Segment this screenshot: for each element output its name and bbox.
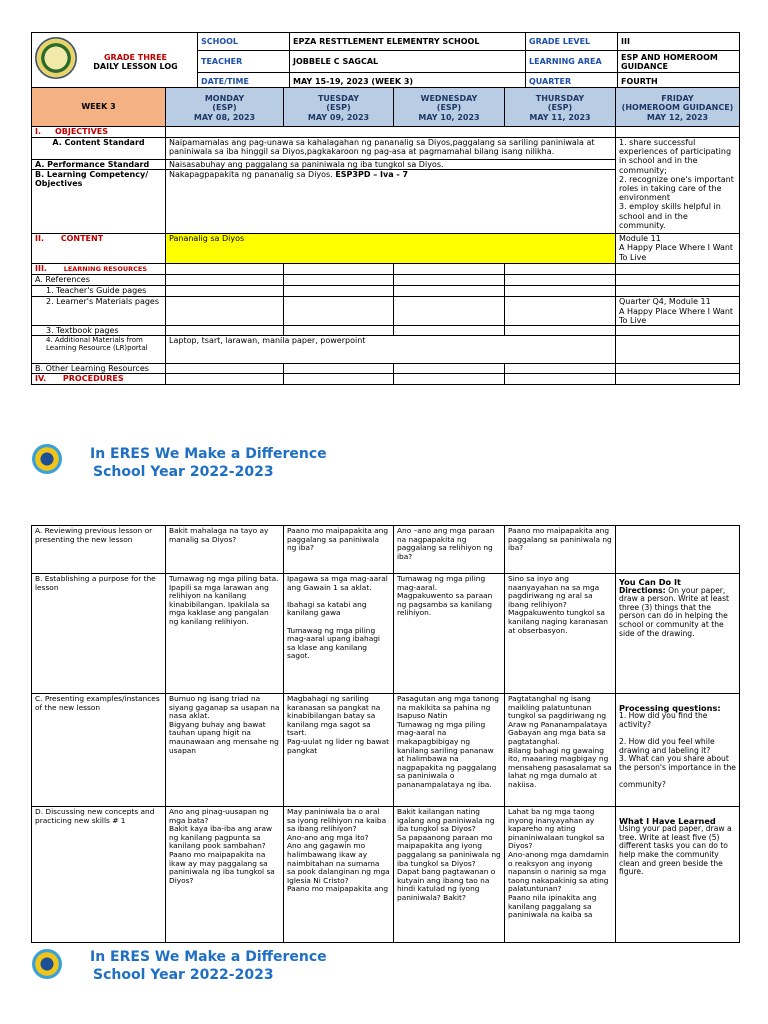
school-logo-icon — [32, 444, 62, 474]
proc-b-tue: Ipagawa sa mga mag-aaral ang Gawain 1 sa aklat. Ibahagi sa katabi ang kanilang gawa Tumawag ng mga piling mag-aaral upang ibahagi sa klase ang kanilang sagot. — [284, 574, 394, 694]
date-value: MAY 15-19, 2023 (WEEK 3) — [290, 73, 526, 91]
day-wednesday: WEDNESDAY (ESP) MAY 10, 2023 — [394, 88, 505, 127]
banner-school-year: School Year 2022-2023 — [93, 967, 274, 983]
grade-cell — [32, 33, 198, 91]
day-thursday: THURSDAY (ESP) MAY 11, 2023 — [505, 88, 616, 127]
proc-a-thu: Paano mo maipapakita ang paggalang sa paniniwala ng iba? — [505, 526, 616, 574]
objectives-heading: I. OBJECTIVES — [32, 127, 166, 138]
header-table — [31, 32, 740, 91]
log-title: DAILY LESSON LOG — [93, 61, 178, 71]
tg-label: 1. Teacher's Guide pages — [32, 286, 166, 297]
content-standard-value: Naipamamalas ang pag-unawa sa kahalagahan ng pananalig sa Diyos,paggalang sa sariling paniniwala at paniniwala sa iba hinggil sa Diyos,pagkakaroon ng pag-asa at pagmamahal bilang isang nilikha. — [166, 138, 616, 160]
lesson-table — [31, 87, 740, 385]
proc-d-fri-heading: What I Have Learned — [619, 815, 716, 826]
proc-c-thu: Pagtatanghal ng isang maikling palatuntunan tungkol sa pagdiriwang ng Araw ng Pananampalataya Gabayan ang mga bata sa pagtatanghal. Bilang bahagi ng gawaing ito, maaaring magbigay ng mensaheng pasasalamat sa lahat ng mga dumalo at nakiisa. — [505, 694, 616, 807]
proc-b-fri-heading: You Can Do It — [619, 577, 681, 587]
textbook-label: 3. Textbook pages — [32, 326, 166, 336]
grade-title: GRADE THREE — [103, 52, 168, 62]
school-label: SCHOOL — [198, 33, 290, 51]
banner-school-year: School Year 2022-2023 — [93, 464, 274, 480]
proc-b-mon: Tumawag ng mga piling bata. Ipapili sa mga larawan ang relihiyon na kanilang kinabibilangan. Ipakilala sa mga kaklase ang pangalan ng kanilang relihiyon. — [166, 574, 284, 694]
competency-label: B. Learning Competency/ Objectives — [32, 170, 166, 234]
learning-area-value: ESP AND HOMEROOM GUIDANCE — [618, 51, 740, 73]
performance-standard-label: A. Performance Standard — [32, 160, 166, 170]
school-logo-icon — [32, 949, 62, 979]
proc-b-label: B. Establishing a purpose for the lesson — [32, 574, 166, 694]
banner-bottom — [90, 948, 327, 984]
proc-a-tue: Paano mo maipapakita ang paggalang sa paniniwala ng iba? — [284, 526, 394, 574]
proc-a-label: A. Reviewing previous lesson or presenting the new lesson — [32, 526, 166, 574]
banner-motto: In ERES We Make a Difference — [90, 949, 327, 965]
proc-a-fri — [616, 526, 740, 574]
proc-d-mon: Ano ang pinag-uusapan ng mga bata? Bakit kaya iba-iba ang araw ng kanilang pagpunta sa kanilang pook sambahan? Paano mo maipapakita na ikaw ay may paggalang sa paniniwala ng iba tungkol sa Diyos? — [166, 807, 284, 943]
quarter-value: FOURTH — [618, 73, 740, 91]
content-standard-label: A. Content Standard — [32, 138, 166, 160]
proc-a-wed: Ano –ano ang mga paraan na nagpapakita ng paggalang sa relihiyon ng iba? — [394, 526, 505, 574]
additional-value: Laptop, tsart, larawan, manila paper, powerpoint — [166, 336, 616, 364]
content-heading: II. CONTENT — [32, 234, 166, 264]
banner-top — [90, 445, 327, 481]
week-label: WEEK 3 — [32, 88, 166, 127]
references-label: A. References — [32, 275, 166, 286]
resources-heading: III. LEARNING RESOURCES — [32, 264, 166, 275]
learning-area-label: LEARNING AREA — [526, 51, 618, 73]
proc-d-label: D. Discussing new concepts and practicing new skills # 1 — [32, 807, 166, 943]
day-friday: FRIDAY (HOMEROOM GUIDANCE) MAY 12, 2023 — [616, 88, 740, 127]
proc-b-fri — [616, 574, 740, 694]
proc-d-tue: May paniniwala ba o aral sa iyong relihiyon na kaiba sa ibang relihiyon? Ano-ano ang mga ito? Ano ang gagawin mo halimbawang ikaw ay naimbitahan na sumama sa pook dalanginan ng mga Iglesia Ni Cristo? Paano mo maipapakita ang — [284, 807, 394, 943]
performance-standard-value: Naisasabuhay ang paggalang sa paniniwala ng iba tungkol sa Diyos. — [166, 160, 616, 170]
proc-c-fri — [616, 694, 740, 807]
grade-level-value: III — [618, 33, 740, 51]
proc-c-fri-heading: Processing questions: — [619, 702, 721, 713]
content-friday: Module 11 A Happy Place Where I Want To Live — [616, 234, 740, 264]
school-value: EPZA RESTTLEMENT ELEMENTRY SCHOOL — [290, 33, 526, 51]
grade-level-label: GRADE LEVEL — [526, 33, 618, 51]
additional-label: 4. Additional Materials from Learning Resource (LR)portal — [32, 336, 166, 364]
friday-objectives: 1. share successful experiences of participating in school and in the community; 2. recognize one's important roles in taking care of the environment 3. employ skills helpful in school and in the community. — [616, 138, 740, 234]
day-monday: MONDAY (ESP) MAY 08, 2023 — [166, 88, 284, 127]
proc-c-wed: Pasagutan ang mga tanong na makikita sa pahina ng Isapuso Natin Tumawag ng mga piling mag-aaral na makapagbibigay ng kanilang sariling pananaw at halimbawa na nagpapakita ng paggalang sa paniniwala o pananampalataya ng iba. — [394, 694, 505, 807]
day-tuesday: TUESDAY (ESP) MAY 09, 2023 — [284, 88, 394, 127]
proc-b-wed: Tumawag ng mga piling mag-aaral. Magpakuwento sa paraan ng pagsamba sa kanilang relihiyon. — [394, 574, 505, 694]
proc-b-thu: Sino sa inyo ang naanyayahan na sa mga pagdiriwang ng aral sa ibang relihiyon? Magpakuwento tungkol sa kanilang naging karanasan at obserbasyon. — [505, 574, 616, 694]
lm-label: 2. Learner's Materials pages — [32, 297, 166, 326]
proc-d-thu: Lahat ba ng mga taong inyong inanyayahan ay kapareho ng ating pinaniniwalaan tungkol sa Diyos? Ano-anong mga damdamin o reaksyon ang inyong napansin o narinig sa mga taong nakapakinig sa ating palatuntunan? Paano nila ipinakita ang kanilang paggalang sa paniniwala na kaiba sa — [505, 807, 616, 943]
procedures-heading: IV. PROCEDURES — [32, 374, 166, 384]
proc-a-mon: Bakit mahalaga na tayo ay manalig sa Diyos? — [166, 526, 284, 574]
content-value: Pananalig sa Diyos — [166, 234, 616, 264]
quarter-label: QUARTER — [526, 73, 618, 91]
proc-c-mon: Bumuo ng isang triad na siyang gaganap sa usapan na nasa aklat. Bigyang buhay ang bawat tauhan upang higit na maunawaan ang mensahe ng usapan — [166, 694, 284, 807]
proc-d-fri-body: Using your pad paper, draw a tree. Write at least five (5) different tasks you can do to help make the community clean and green beside the figure. — [619, 824, 732, 877]
proc-c-fri-body: 1. How did you find the activity? 2. How did you feel while drawing and labeling it? 3. What can you share about the person's importance in the community? — [619, 711, 736, 789]
competency-value: Nakapagpapakita ng pananalig sa Diyos. ESP3PD – Iva - 7 — [166, 170, 616, 234]
proc-d-fri — [616, 807, 740, 943]
other-resources-label: B. Other Learning Resources — [32, 364, 166, 374]
lm-friday: Quarter Q4, Module 11 A Happy Place Where I Want To Live — [616, 297, 740, 326]
teacher-label: TEACHER — [198, 51, 290, 73]
proc-c-tue: Magbahagi ng sariling karanasan sa pangkat na kinabibilangan batay sa kanilang mga sagot sa tsart. Pag-uulat ng lider ng bawat pangkat — [284, 694, 394, 807]
proc-c-label: C. Presenting examples/instances of the new lesson — [32, 694, 166, 807]
proc-b-fri-body: Directions: On your paper, draw a person. Write at least three (3) things that the person can do in helping the school or community at the side of the drawing. — [619, 585, 730, 638]
teacher-value: JOBBELE C SAGCAL — [290, 51, 526, 73]
deped-seal-icon — [35, 37, 77, 79]
procedures-table — [31, 525, 740, 943]
proc-d-wed: Bakit kailangan nating igalang ang paniniwala ng iba tungkol sa Diyos? Sa papaanong paraan mo maipapakita ang iyong paggalang sa paniniwala ng iba tungkol sa Diyos? Dapat bang pagtawanan o kutyain ang ibang tao na hindi katulad ng iyong paniniwala? Bakit? — [394, 807, 505, 943]
date-label: DATE/TIME — [198, 73, 290, 91]
banner-motto: In ERES We Make a Difference — [90, 446, 327, 462]
